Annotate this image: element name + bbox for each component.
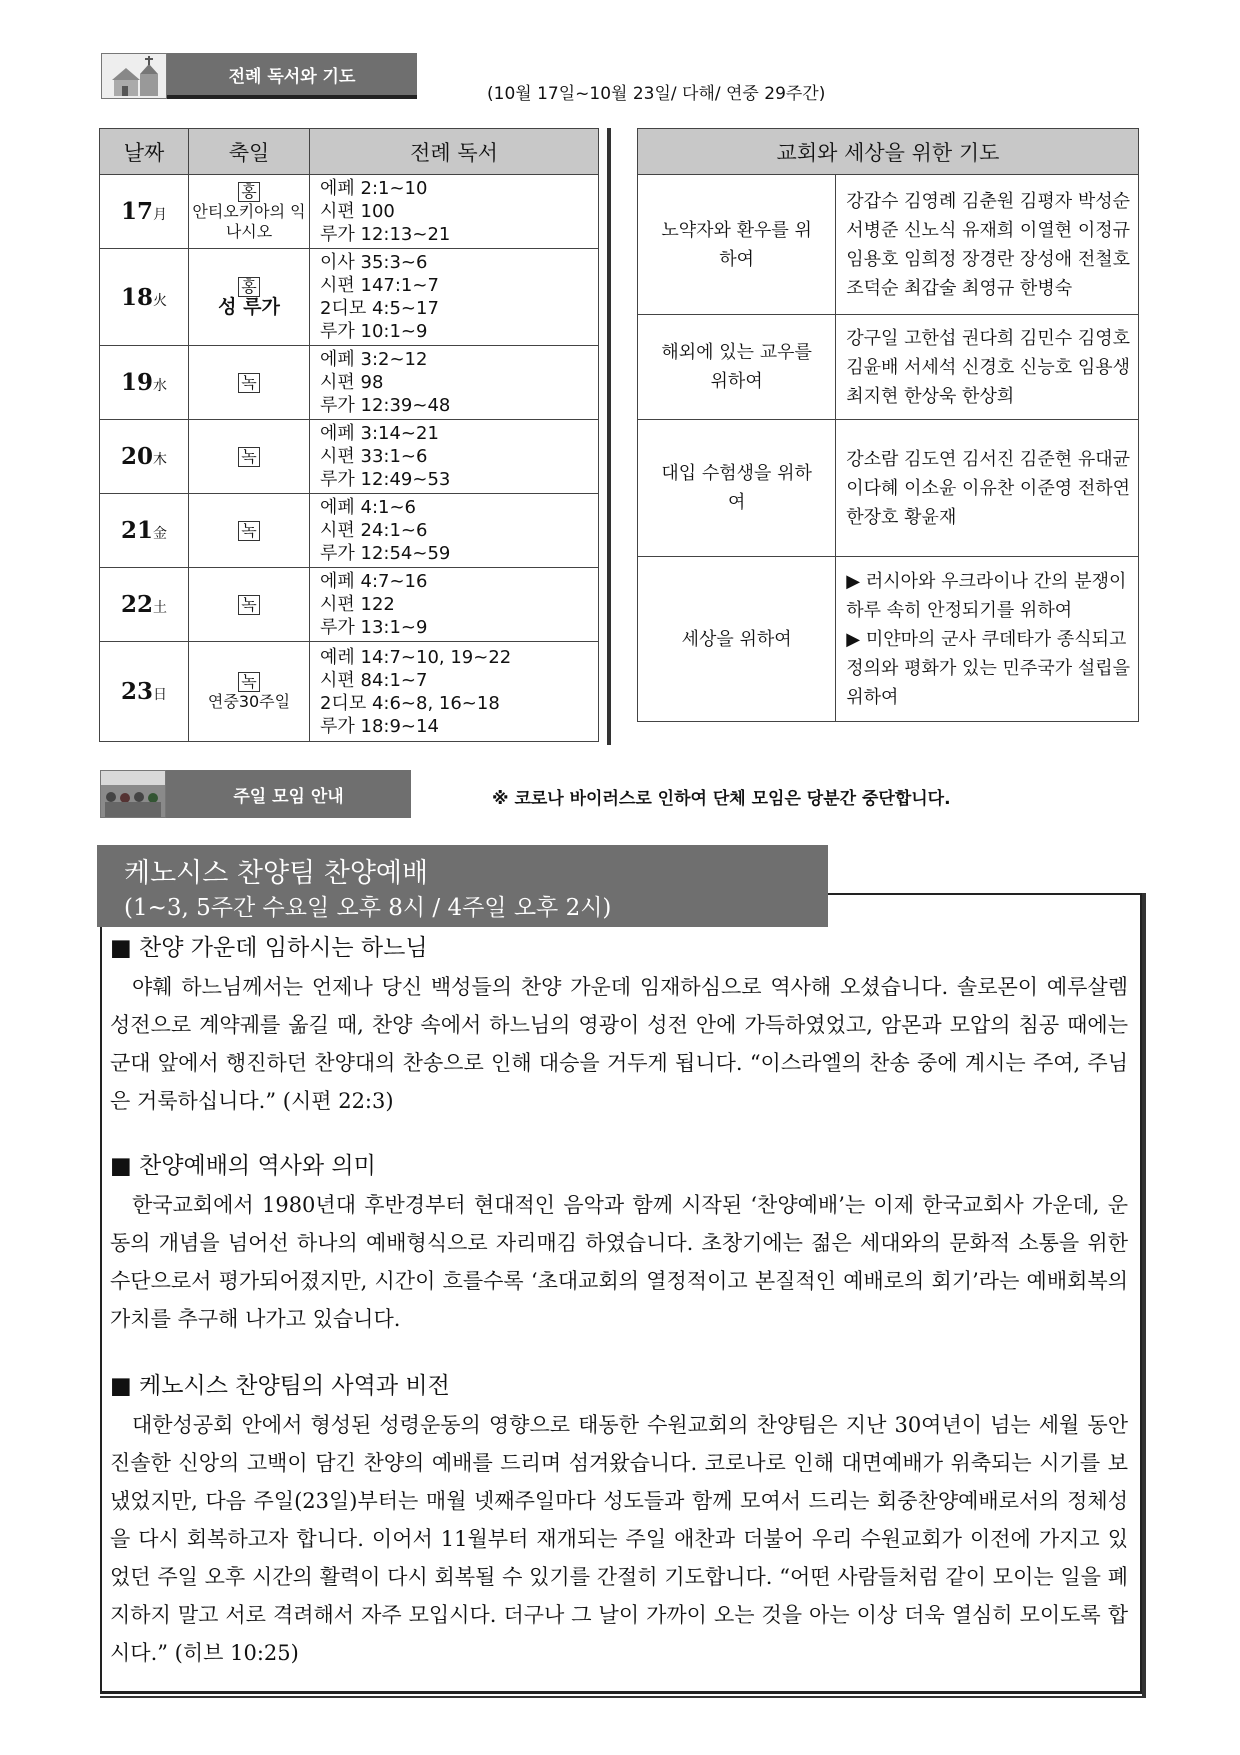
prayer-line: 서병준 신노식 유재희 이열현 이정규 — [846, 219, 1130, 241]
reading-feast — [189, 494, 310, 568]
reading-date — [100, 175, 189, 249]
reading-line: 루가 12:39~48 — [320, 395, 451, 416]
prayer-line: 최지현 한상욱 한상희 — [846, 385, 1015, 407]
liturgical-color-tag: 녹 — [238, 595, 259, 615]
reading-lectionary — [310, 175, 599, 249]
church-building-image — [101, 53, 167, 99]
reading-line: 시편 84:1~7 — [320, 669, 428, 691]
meeting-photo — [100, 770, 166, 818]
reading-row — [100, 175, 599, 249]
reading-line: 시편 147:1~7 — [320, 275, 439, 296]
article-section-2 — [110, 1151, 1128, 1338]
section-heading: ■ 찬양 가운데 임하시는 하느님 — [110, 935, 428, 961]
reading-line: 루가 12:13~21 — [320, 224, 451, 245]
day-number: 20 — [120, 443, 153, 470]
day-number: 21 — [120, 517, 153, 544]
col-feast-header: 축일 — [189, 129, 310, 175]
prayer-line: 강구일 고한섭 권다희 김민수 김영호 — [846, 327, 1130, 349]
reading-feast — [189, 346, 310, 420]
reading-line: 시편 98 — [320, 372, 384, 393]
reading-row — [100, 568, 599, 642]
reading-feast — [189, 175, 310, 249]
weekday: 木 — [153, 452, 167, 468]
col-date-header: 날짜 — [100, 129, 189, 175]
reading-date — [100, 568, 189, 642]
liturgical-color-tag: 녹 — [238, 672, 259, 692]
weekday: 土 — [153, 600, 167, 616]
prayer-row — [638, 557, 1139, 722]
liturgical-color-tag: 녹 — [238, 447, 259, 467]
prayer-line: 위하여 — [846, 686, 899, 708]
prayer-line: 임용호 임희정 장경란 장성애 전철호 — [846, 248, 1130, 270]
section-body: 한국교회에서 1980년대 후반경부터 현대적인 음악과 함께 시작된 ‘찬양예배’는 이제 한국교회사 가운데, 운동의 개념을 넘어선 하나의 예배형식으로 자리매김 하였습니다. 초창기에는 젊은 세대와의 문화적 소통을 위한 수단으로서 평가되어졌지만, 시간이 흐를수록 ‘초대교회의 열정적이고 본질적인 예배로의 회기’라는 예배회복의 가치를 추구해 나가고 있습니다. — [110, 1193, 1128, 1331]
prayer-line: ▶ 러시아와 우크라이나 간의 분쟁이 — [846, 570, 1127, 592]
covid-notice: ※ 코로나 바이러스로 인하여 단체 모임은 당분간 중단합니다. — [492, 789, 951, 809]
prayer-line: ▶ 미얀마의 군사 쿠데타가 종식되고 — [846, 628, 1127, 650]
weekday: 月 — [153, 207, 167, 223]
reading-lectionary — [310, 494, 599, 568]
section-body: 야훼 하느님께서는 언제나 당신 백성들의 찬양 가운데 임재하심으로 역사해 오셨습니다. 솔로몬이 예루살렘 성전으로 계약궤를 옮길 때, 찬양 속에서 하느님의 영광이 성전 안에 가득하였었고, 암몬과 모압의 침공 때에는 군대 앞에서 행진하던 찬양대의 찬송으로 인해 대승을 거두게 됩니다. “이스라엘의 찬송 중에 계시는 주여, 주님은 거룩하십니다.” (시편 22:3) — [110, 975, 1128, 1113]
article-section-3 — [110, 1371, 1128, 1672]
day-number: 17 — [120, 198, 153, 225]
prayer-names — [836, 557, 1139, 722]
article-section-1 — [110, 933, 1128, 1120]
reading-lectionary — [310, 568, 599, 642]
reading-feast — [189, 249, 310, 346]
reading-date — [100, 494, 189, 568]
prayer-line: 정의와 평화가 있는 민주국가 설립을 — [846, 657, 1130, 679]
weekday: 火 — [153, 292, 167, 309]
sunday-meeting-banner — [100, 770, 411, 818]
prayer-line: 김윤배 서세석 신경호 신능호 임용생 — [846, 356, 1130, 378]
reading-date — [100, 420, 189, 494]
prayer-header: 교회와 세상을 위한 기도 — [638, 129, 1139, 175]
week-date-range: (10월 17일~10월 23일/ 다해/ 연중 29주간) — [487, 84, 826, 104]
reading-line: 예레 14:7~10, 19~22 — [320, 646, 512, 668]
day-number: 19 — [120, 369, 153, 396]
reading-line: 루가 18:9~14 — [320, 715, 439, 737]
weekday: 水 — [153, 378, 167, 394]
liturgy-banner-label: 전례 독서와 기도 — [167, 53, 417, 99]
reading-line: 에페 3:2~12 — [320, 349, 428, 370]
weekday: 金 — [153, 526, 167, 542]
section-heading: ■ 찬양예배의 역사와 의미 — [110, 1153, 376, 1179]
prayer-line: 한장호 황윤재 — [846, 506, 957, 528]
day-number: 23 — [120, 678, 153, 705]
reading-feast — [189, 568, 310, 642]
prayer-category: 노약자와 환우를 위하여 — [638, 175, 836, 315]
reading-row — [100, 494, 599, 568]
feast-name: 성 루가 — [218, 295, 280, 318]
reading-line: 시편 100 — [320, 201, 395, 222]
liturgical-color-tag: 녹 — [238, 521, 259, 541]
reading-line: 에페 4:1~6 — [320, 497, 417, 518]
prayer-category: 세상을 위하여 — [638, 557, 836, 722]
reading-line: 에페 2:1~10 — [320, 178, 428, 199]
article-title: 케노시스 찬양팀 찬양예배 — [124, 858, 429, 889]
prayer-row — [638, 175, 1139, 315]
prayer-names — [836, 315, 1139, 420]
col-readings-header: 전례 독서 — [310, 129, 599, 175]
reading-date — [100, 346, 189, 420]
prayer-row — [638, 420, 1139, 557]
day-number: 18 — [120, 283, 153, 311]
reading-date — [100, 642, 189, 742]
section-body: 대한성공회 안에서 형성된 성령운동의 영향으로 태동한 수원교회의 찬양팀은 지난 30여년이 넘는 세월 동안 진솔한 신앙의 고백이 담긴 찬양의 예배를 드리며 섬겨왔습니다. 코로나로 인해 대면예배가 위축되는 시기를 보냈었지만, 다음 주일(23일)부터는 매월 넷째주일마다 성도들과 함께 모여서 드리는 회중찬양예배로서의 정체성을 다시 회복하고자 합니다. 이어서 11월부터 재개되는 주일 애찬과 더불어 우리 수원교회가 이전에 가지고 있었던 주일 오후 시간의 활력이 다시 회복될 수 있기를 간절히 기도합니다. “어떤 사람들처럼 같이 모이는 일을 폐지하지 말고 서로 격려해서 자주 모입시다. 더구나 그 날이 가까이 오는 것을 아는 이상 더욱 열심히 모이도록 합시다.” (히브 10:25) — [110, 1413, 1128, 1665]
reading-lectionary — [310, 420, 599, 494]
reading-lectionary — [310, 346, 599, 420]
feast-name: 안티오키아의 익나시오 — [192, 201, 306, 241]
readings-table — [99, 128, 599, 742]
liturgical-color-tag: 홍 — [238, 182, 259, 202]
reading-feast — [189, 642, 310, 742]
reading-lectionary — [310, 642, 599, 742]
prayer-line: 이다혜 이소윤 이유찬 이준영 전하연 — [846, 477, 1130, 499]
reading-line: 시편 33:1~6 — [320, 446, 428, 467]
prayer-line: 강소람 김도연 김서진 김준현 유대균 — [846, 448, 1130, 470]
reading-row — [100, 420, 599, 494]
reading-line: 루가 12:49~53 — [320, 469, 451, 490]
sunday-meeting-banner-label: 주일 모임 안내 — [166, 770, 411, 818]
liturgy-banner — [101, 53, 417, 99]
prayer-category: 대입 수험생을 위하여 — [638, 420, 836, 557]
prayer-table — [637, 128, 1139, 722]
reading-line: 2디모 4:5~17 — [320, 298, 439, 319]
reading-lectionary — [310, 249, 599, 346]
reading-feast — [189, 420, 310, 494]
reading-line: 2디모 4:6~8, 16~18 — [320, 692, 500, 714]
prayer-line: 강갑수 김영례 김춘원 김평자 박성순 — [846, 190, 1130, 212]
reading-date — [100, 249, 189, 346]
prayer-header-row — [638, 129, 1139, 175]
reading-line: 에페 4:7~16 — [320, 571, 428, 592]
feast-name: 연중30주일 — [207, 691, 291, 711]
reading-line: 이사 35:3~6 — [320, 252, 428, 273]
prayer-line: 조덕순 최갑술 최영규 한병숙 — [846, 277, 1073, 299]
prayer-category: 해외에 있는 교우를 위하여 — [638, 315, 836, 420]
reading-row — [100, 346, 599, 420]
liturgical-color-tag: 홍 — [238, 277, 259, 297]
section-heading: ■ 케노시스 찬양팀의 사역과 비전 — [110, 1373, 450, 1399]
weekday: 日 — [153, 687, 167, 703]
column-divider — [607, 128, 611, 745]
prayer-line: 하루 속히 안정되기를 위하여 — [846, 599, 1073, 621]
article-subtitle: (1~3, 5주간 수요일 오후 8시 / 4주일 오후 2시) — [124, 895, 612, 921]
reading-line: 시편 24:1~6 — [320, 520, 428, 541]
readings-header-row — [100, 129, 599, 175]
article-title-tab — [97, 845, 828, 927]
liturgical-color-tag: 녹 — [238, 373, 259, 393]
day-number: 22 — [120, 591, 153, 618]
prayer-names — [836, 420, 1139, 557]
reading-line: 루가 12:54~59 — [320, 543, 451, 564]
reading-line: 에페 3:14~21 — [320, 423, 439, 444]
prayer-names — [836, 175, 1139, 315]
reading-line: 루가 10:1~9 — [320, 321, 428, 342]
reading-line: 루가 13:1~9 — [320, 617, 428, 638]
reading-row — [100, 249, 599, 346]
reading-row — [100, 642, 599, 742]
reading-line: 시편 122 — [320, 594, 395, 615]
prayer-row — [638, 315, 1139, 420]
